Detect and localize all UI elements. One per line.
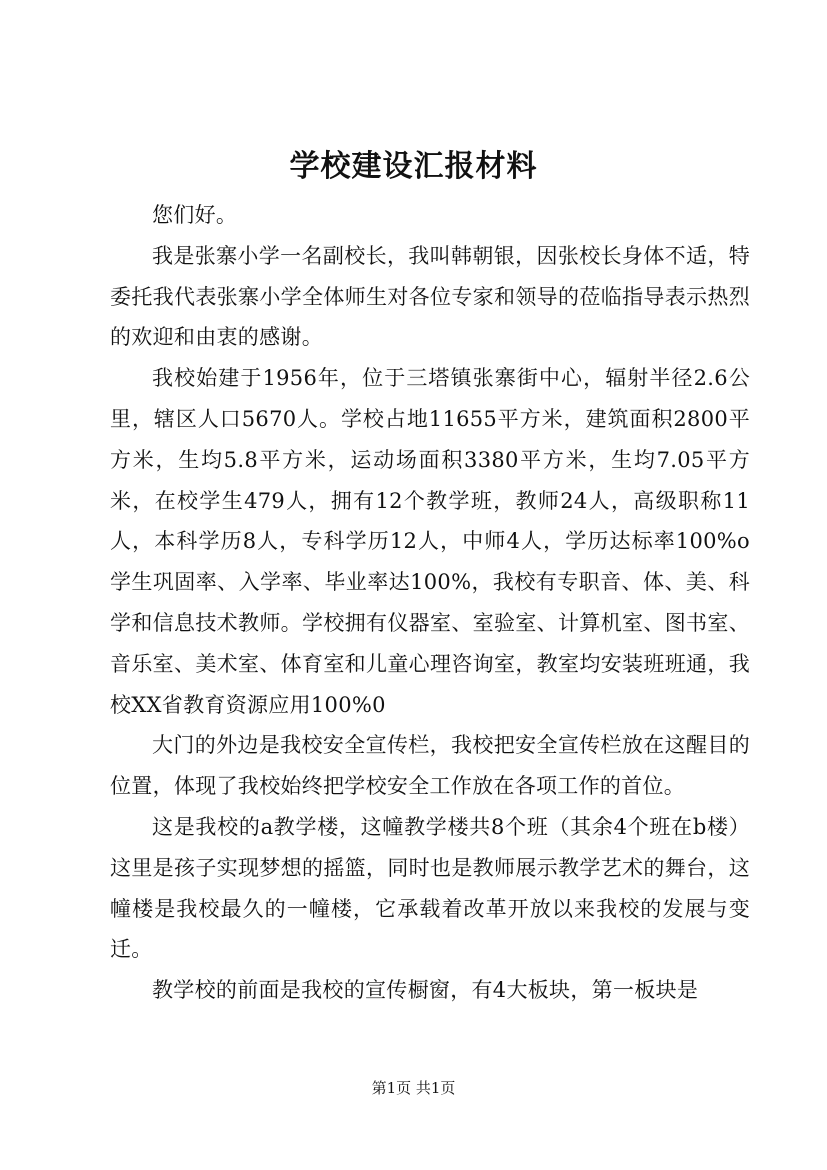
page-footer: 第1页 共1页: [371, 1079, 456, 1097]
document-body: [110, 195, 750, 1011]
paragraph-safety-board: 大门的外边是我校安全宣传栏，我校把安全宣传栏放在这醒目的位置，体现了我校始终把学校安全工作放在各项工作的首位。: [110, 733, 750, 799]
paragraph-display-window: 教学校的前面是我校的宣传橱窗，有4大板块，第一板块是: [152, 978, 699, 1003]
paragraph-school-overview: 我校始建于1956年，位于三塔镇张寨街中心，辐射半径2.6公里，辖区人口5670人。学校占地11655平方米，建筑面积2800平方米，生均5.8平方米，运动场面积3380平方米，生均7.05平方米，在校学生479人，拥有12个教学班，教师24人，高级职称11人，本科学历8人，专科学历12人，中师4人，学历达标率100%o学生巩固率、入学率、毕业率达100%，我校有专职音、体、美、科学和信息技术教师。学校拥有仪器室、室验室、计算机室、图书室、音乐室、美术室、体育室和儿童心理咨询室，教室均安装班班通，我校XX省教育资源应用100%0: [110, 366, 750, 717]
paragraph-greeting: 您们好。: [152, 203, 238, 227]
document-title: 学校建设汇报材料: [289, 149, 538, 184]
paragraph-teaching-building: 这是我校的a教学楼，这幢教学楼共8个班（其余4个班在b楼）这里是孩子实现梦想的摇篮，同时也是教师展示教学艺术的舞台，这幢楼是我校最久的一幢楼，它承载着改革开放以来我校的发展与变迁。: [110, 814, 750, 962]
paragraph-introduction: 我是张寨小学一名副校长，我叫韩朝银，因张校长身体不适，特委托我代表张寨小学全体师生对各位专家和领导的莅临指导表示热烈的欢迎和由衷的感谢。: [110, 243, 750, 350]
